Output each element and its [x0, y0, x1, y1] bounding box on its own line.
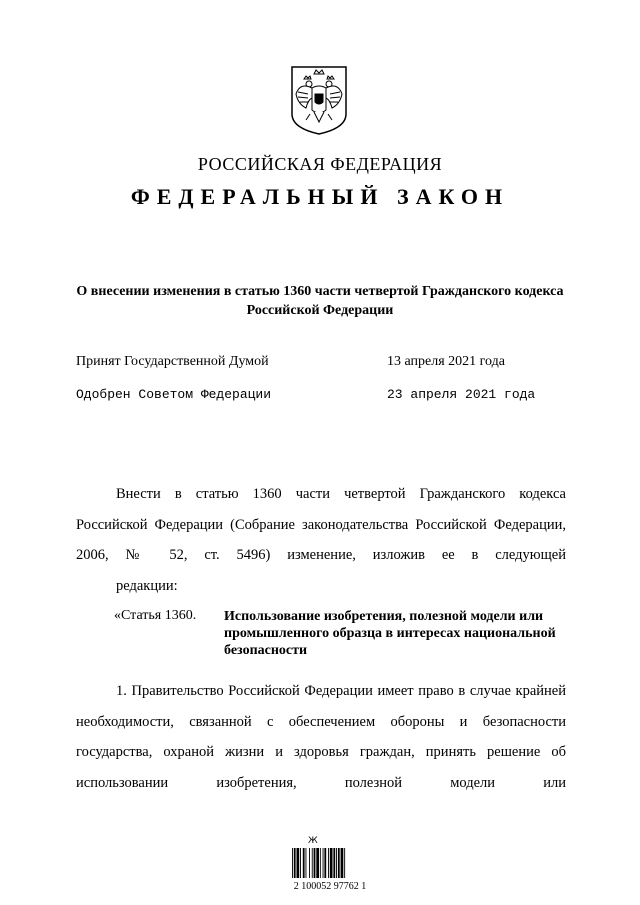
- clause-1-paragraph: 1. Правительство Российской Федерации имеет право в случае крайней необходимости, связанной с обеспечением обороны и безопасности государства, охраной жизни и здоровья граждан, принять решение об использовании изобретения, полезной модели или: [76, 683, 566, 791]
- article-title: Использование изобретения, полезной модели или промышленного образца в интересах национальной безопасности: [224, 609, 556, 658]
- approved-label: Одобрен Советом Федерации: [76, 387, 272, 402]
- article-number: «Статья 1360.: [114, 608, 197, 623]
- barcode-block: [280, 836, 380, 898]
- barcode-icon: [292, 848, 364, 878]
- law-type-heading: ФЕДЕРАЛЬНЫЙ ЗАКОН: [130, 184, 510, 209]
- intro-text-last: редакции:: [116, 577, 178, 594]
- intro-text: Внести в статью 1360 части четвертой Гражданского кодекса Российской Федерации (Собрание законодательства Российской Федерации, 2006, № 52, ст. 5496) изменение, изложив ее в следующей: [76, 486, 566, 563]
- russian-coat-of-arms-icon: [288, 64, 350, 136]
- adopted-label: Принят Государственной Думой: [76, 354, 269, 369]
- barcode-number: 2 100052 97762 1: [293, 881, 367, 892]
- barcode-mark: Ж: [308, 836, 318, 846]
- law-title: О внесении изменения в статью 1360 части четвертой Гражданского кодекса Российской Федерации: [76, 284, 564, 318]
- country-name: РОССИЙСКАЯ ФЕДЕРАЦИЯ: [197, 154, 443, 174]
- approved-date: 23 апреля 2021 года: [387, 387, 536, 402]
- intro-paragraph: [76, 479, 566, 601]
- adopted-date: 13 апреля 2021 года: [387, 354, 505, 369]
